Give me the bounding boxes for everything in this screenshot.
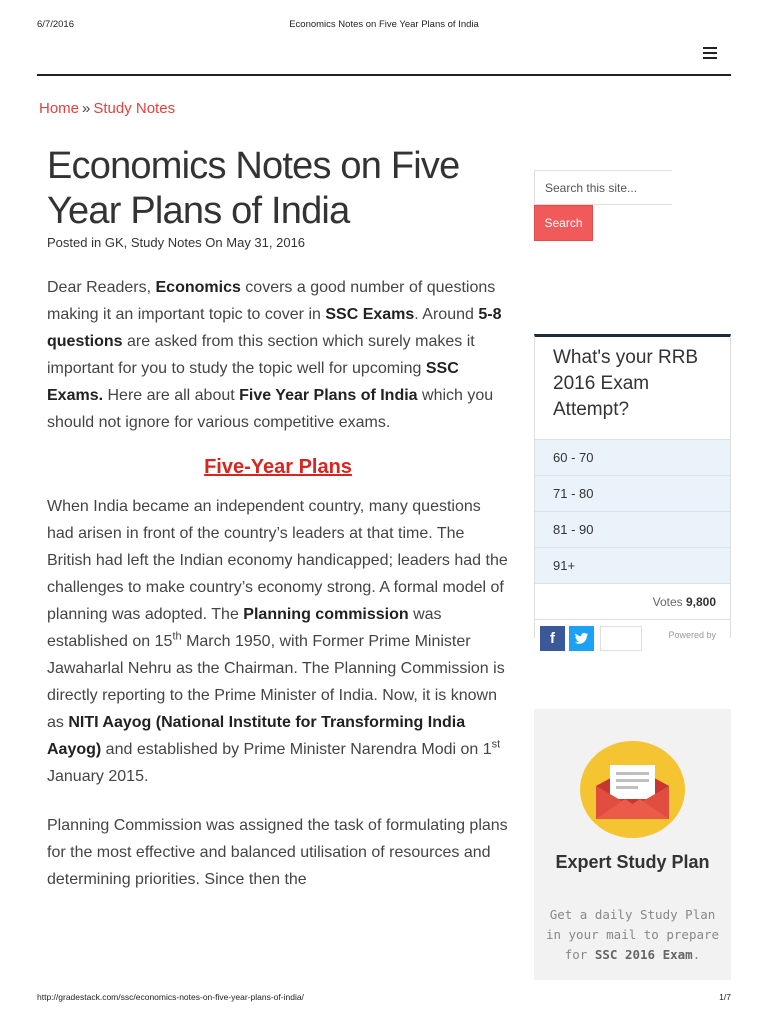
history-text-5: January 2015. bbox=[47, 768, 149, 785]
print-title: Economics Notes on Five Year Plans of India bbox=[289, 19, 479, 30]
envelope-icon bbox=[580, 741, 685, 838]
intro-text-4: are asked from this section which surely makes it important for you to study the topic well for upcoming bbox=[47, 333, 475, 377]
posted-prefix: Posted in bbox=[47, 235, 105, 250]
post-meta bbox=[47, 235, 305, 250]
poll-option[interactable]: 81 - 90 bbox=[535, 511, 730, 547]
niti-aayog-highlight: NITI Aayog (National Institute for Transforming India Aayog) bbox=[47, 714, 466, 758]
powered-by-label: Powered by bbox=[668, 630, 716, 640]
search-button[interactable]: Search bbox=[534, 205, 593, 241]
print-date: 6/7/2016 bbox=[37, 19, 74, 30]
history-text-2: was established on 15 bbox=[47, 606, 442, 650]
poll-share-bar bbox=[535, 619, 730, 659]
votes-label: Votes bbox=[652, 595, 686, 609]
post-date: May 31, 2016 bbox=[226, 235, 306, 250]
share-count-box bbox=[600, 626, 642, 651]
promo-desc-exam: SSC 2016 Exam bbox=[594, 947, 693, 962]
breadcrumb-study-notes-link[interactable]: Study Notes bbox=[93, 100, 176, 117]
history-text-3: March 1950, with Former Prime Minister Jawaharlal Nehru as the Chairman. The Planning Commission is directly reporting to the Prime Minister of India. Now, it is known as bbox=[47, 633, 505, 731]
intro-bold-ssc-exams-2: SSC Exams. bbox=[47, 360, 459, 404]
poll-question: What's your RRB 2016 Exam Attempt? bbox=[553, 347, 699, 420]
intro-text-3: . Around bbox=[414, 306, 479, 323]
promo-title: Expert Study Plan bbox=[555, 852, 710, 872]
promo-description bbox=[542, 905, 723, 965]
intro-text-5: Here are all about bbox=[103, 387, 240, 404]
planning-paragraph: Planning Commission was assigned the task of formulating plans for the most effective and balanced utilisation of resources and determining priorities. Since then the bbox=[47, 817, 508, 888]
category-comma: , bbox=[123, 235, 131, 250]
search-input[interactable] bbox=[535, 171, 672, 204]
poll-widget bbox=[534, 334, 731, 647]
history-text-1: When India became an independent country, many questions had arisen in front of the country’s leaders at that time. The British had left the Indian economy handicapped; leaders had the challenges to make country’s economy strong. A formal model of planning was adopted. The bbox=[47, 498, 508, 623]
intro-paragraph bbox=[47, 274, 509, 436]
print-url: http://gradestack.com/ssc/economics-notes-on-five-year-plans-of-india/ bbox=[37, 992, 304, 1002]
article-title: Economics Notes on Five Year Plans of India bbox=[47, 145, 460, 232]
facebook-icon[interactable]: f bbox=[540, 626, 565, 651]
ordinal-th: th bbox=[172, 630, 182, 643]
search-box bbox=[534, 170, 672, 205]
category-gk-link[interactable]: GK bbox=[104, 235, 124, 250]
intro-bold-economics: Economics bbox=[155, 279, 241, 296]
intro-text-6: which you should not ignore for various competitive exams. bbox=[47, 387, 494, 431]
breadcrumb bbox=[39, 100, 175, 117]
intro-text-2: covers a good number of questions making it an important topic to cover in bbox=[47, 279, 496, 323]
section-heading: Five-Year Plans bbox=[204, 456, 352, 478]
history-text-4: and established by Prime Minister Narendra Modi on 1 bbox=[101, 741, 492, 758]
nav-bar bbox=[37, 40, 731, 76]
intro-bold-five-year-plans: Five Year Plans of India bbox=[239, 387, 418, 404]
poll-votes bbox=[535, 583, 730, 619]
study-plan-promo bbox=[534, 709, 731, 980]
twitter-icon[interactable] bbox=[569, 626, 594, 651]
poll-option[interactable]: 60 - 70 bbox=[535, 439, 730, 475]
planning-commission-highlight: Planning commission bbox=[243, 606, 409, 623]
posted-on-label: On bbox=[201, 235, 227, 250]
promo-desc-text: Get a daily Study Plan in your mail to prepare for bbox=[545, 907, 720, 962]
history-paragraph bbox=[47, 493, 509, 790]
breadcrumb-home-link[interactable]: Home bbox=[39, 100, 80, 117]
poll-option[interactable]: 91+ bbox=[535, 547, 730, 583]
breadcrumb-separator: » bbox=[82, 100, 91, 117]
hamburger-icon[interactable] bbox=[703, 47, 717, 59]
votes-count: 9,800 bbox=[685, 595, 716, 609]
intro-text-1: Dear Readers, bbox=[47, 279, 156, 296]
promo-desc-period: . bbox=[692, 947, 701, 962]
print-header bbox=[0, 0, 768, 30]
print-page-number: 1/7 bbox=[719, 992, 731, 1002]
poll-option[interactable]: 71 - 80 bbox=[535, 475, 730, 511]
category-study-notes-link[interactable]: Study Notes bbox=[130, 235, 202, 250]
intro-highlight-questions: 5-8 questions bbox=[47, 306, 502, 350]
ordinal-st: st bbox=[491, 738, 501, 751]
article-body bbox=[47, 274, 509, 893]
intro-bold-ssc-exams: SSC Exams bbox=[325, 306, 415, 323]
